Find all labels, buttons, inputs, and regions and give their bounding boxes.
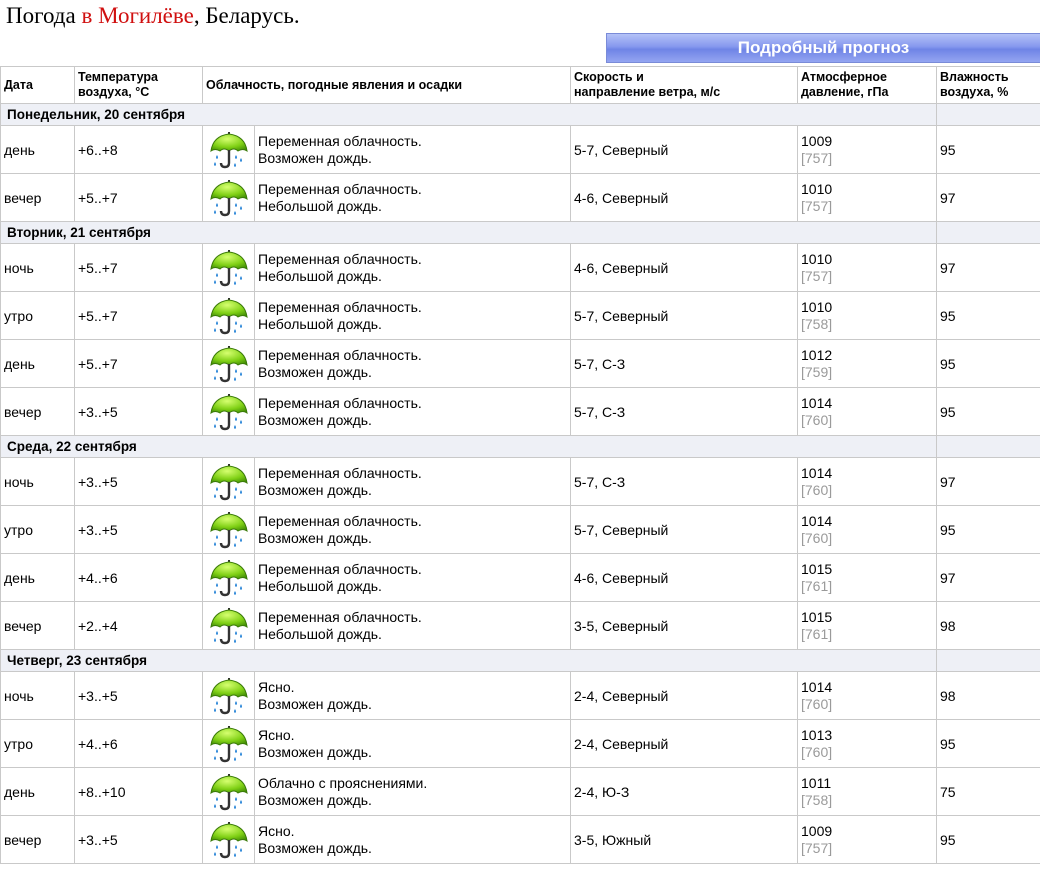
pressure-cell xyxy=(798,672,937,720)
precip-text: Возможен дождь. xyxy=(258,791,372,808)
weather-icon-cell xyxy=(203,506,255,554)
pressure-hpa: 1015 xyxy=(801,560,833,577)
cloud-text: Переменная облачность. xyxy=(258,132,422,149)
pressure-hpa: 1009 xyxy=(801,132,833,149)
umbrella-rain-icon xyxy=(206,606,251,646)
cloud-text: Переменная облачность. xyxy=(258,250,422,267)
precip-text: Возможен дождь. xyxy=(258,481,372,498)
pressure-hpa: 1014 xyxy=(801,464,833,481)
conditions-cell xyxy=(255,292,571,340)
humidity-cell: 95 xyxy=(937,388,1040,436)
weather-icon-cell xyxy=(203,816,255,864)
wind-cell: 4-6, Северный xyxy=(571,244,798,292)
period-cell: ночь xyxy=(1,458,75,506)
humidity-cell: 95 xyxy=(937,506,1040,554)
weather-icon-cell xyxy=(203,768,255,816)
period-cell: утро xyxy=(1,292,75,340)
weather-icon-cell xyxy=(203,388,255,436)
precip-text: Небольшой дождь. xyxy=(258,197,382,214)
period-cell: день xyxy=(1,554,75,602)
temperature-cell: +5..+7 xyxy=(75,340,203,388)
humidity-cell: 75 xyxy=(937,768,1040,816)
col-cloud-header: Облачность, погодные явления и осадки xyxy=(203,67,571,104)
page-title xyxy=(6,2,300,30)
pressure-cell xyxy=(798,126,937,174)
pressure-mmhg: [760] xyxy=(801,529,833,546)
pressure-mmhg: [760] xyxy=(801,743,833,760)
day-label: Среда, 22 сентября xyxy=(1,436,937,458)
pressure-mmhg: [760] xyxy=(801,695,833,712)
umbrella-rain-icon xyxy=(206,296,251,336)
day-row-filler xyxy=(937,104,1040,126)
weather-icon-cell xyxy=(203,292,255,340)
umbrella-rain-icon xyxy=(206,344,251,384)
temperature-cell: +4..+6 xyxy=(75,720,203,768)
humidity-cell: 98 xyxy=(937,672,1040,720)
pressure-mmhg: [757] xyxy=(801,197,833,214)
pressure-mmhg: [761] xyxy=(801,577,833,594)
pressure-hpa: 1014 xyxy=(801,512,833,529)
weather-icon-cell xyxy=(203,174,255,222)
humidity-cell: 97 xyxy=(937,244,1040,292)
temperature-cell: +2..+4 xyxy=(75,602,203,650)
pressure-cell xyxy=(798,602,937,650)
pressure-cell xyxy=(798,244,937,292)
day-row-filler xyxy=(937,222,1040,244)
conditions-cell xyxy=(255,768,571,816)
pressure-hpa: 1010 xyxy=(801,250,833,267)
wind-cell: 4-6, Северный xyxy=(571,554,798,602)
umbrella-rain-icon xyxy=(206,820,251,860)
table-row xyxy=(1,554,1040,602)
pressure-mmhg: [758] xyxy=(801,315,833,332)
period-cell: утро xyxy=(1,720,75,768)
temperature-cell: +3..+5 xyxy=(75,388,203,436)
table-row xyxy=(1,720,1040,768)
conditions-cell xyxy=(255,816,571,864)
table-row xyxy=(1,506,1040,554)
cloud-text: Переменная облачность. xyxy=(258,512,422,529)
temperature-cell: +6..+8 xyxy=(75,126,203,174)
period-cell: день xyxy=(1,340,75,388)
conditions-cell xyxy=(255,720,571,768)
pressure-cell xyxy=(798,720,937,768)
precip-text: Небольшой дождь. xyxy=(258,577,382,594)
humidity-cell: 95 xyxy=(937,292,1040,340)
pressure-hpa: 1015 xyxy=(801,608,833,625)
humidity-cell: 95 xyxy=(937,126,1040,174)
wind-cell: 2-4, Северный xyxy=(571,672,798,720)
cloud-text: Переменная облачность. xyxy=(258,298,422,315)
weather-icon-cell xyxy=(203,672,255,720)
umbrella-rain-icon xyxy=(206,510,251,550)
conditions-cell xyxy=(255,602,571,650)
cloud-text: Переменная облачность. xyxy=(258,346,422,363)
day-header-row xyxy=(1,436,1040,458)
pressure-cell xyxy=(798,340,937,388)
period-cell: ночь xyxy=(1,672,75,720)
col-humidity-header: Влажность воздуха, % xyxy=(937,67,1040,104)
pressure-hpa: 1011 xyxy=(801,774,832,791)
humidity-cell: 98 xyxy=(937,602,1040,650)
pressure-mmhg: [757] xyxy=(801,839,833,856)
pressure-mmhg: [757] xyxy=(801,149,833,166)
precip-text: Небольшой дождь. xyxy=(258,625,382,642)
pressure-cell xyxy=(798,292,937,340)
conditions-cell xyxy=(255,126,571,174)
day-row-filler xyxy=(937,650,1040,672)
period-cell: вечер xyxy=(1,388,75,436)
pressure-mmhg: [758] xyxy=(801,791,833,808)
table-row xyxy=(1,292,1040,340)
col-date-header: Дата xyxy=(1,67,75,104)
humidity-cell: 95 xyxy=(937,720,1040,768)
umbrella-rain-icon xyxy=(206,558,251,598)
conditions-cell xyxy=(255,340,571,388)
wind-cell: 2-4, Северный xyxy=(571,720,798,768)
table-row xyxy=(1,340,1040,388)
day-header-row xyxy=(1,650,1040,672)
conditions-cell xyxy=(255,388,571,436)
col-pressure-header: Атмосферное давление, гПа xyxy=(798,67,937,104)
pressure-cell xyxy=(798,458,937,506)
umbrella-rain-icon xyxy=(206,178,251,218)
detailed-forecast-button[interactable]: Подробный прогноз xyxy=(606,33,1040,63)
cloud-text: Переменная облачность. xyxy=(258,180,422,197)
conditions-cell xyxy=(255,244,571,292)
wind-cell: 5-7, Северный xyxy=(571,292,798,340)
cloud-text: Переменная облачность. xyxy=(258,608,422,625)
temperature-cell: +4..+6 xyxy=(75,554,203,602)
table-row xyxy=(1,602,1040,650)
wind-cell: 5-7, С-З xyxy=(571,388,798,436)
cloud-text: Переменная облачность. xyxy=(258,560,422,577)
temperature-cell: +3..+5 xyxy=(75,816,203,864)
wind-cell: 5-7, С-З xyxy=(571,458,798,506)
wind-cell: 3-5, Северный xyxy=(571,602,798,650)
day-label: Четверг, 23 сентября xyxy=(1,650,937,672)
cloud-text: Облачно с прояснениями. xyxy=(258,774,428,791)
day-label: Понедельник, 20 сентября xyxy=(1,104,937,126)
day-header-row xyxy=(1,222,1040,244)
weather-icon-cell xyxy=(203,602,255,650)
humidity-cell: 97 xyxy=(937,554,1040,602)
pressure-cell xyxy=(798,506,937,554)
table-row xyxy=(1,126,1040,174)
title-city: в Могилёве xyxy=(81,3,194,28)
col-wind-header: Скорость и направление ветра, м/с xyxy=(571,67,798,104)
umbrella-rain-icon xyxy=(206,248,251,288)
table-row xyxy=(1,244,1040,292)
weather-icon-cell xyxy=(203,554,255,602)
period-cell: ночь xyxy=(1,244,75,292)
precip-text: Небольшой дождь. xyxy=(258,315,382,332)
period-cell: день xyxy=(1,126,75,174)
conditions-cell xyxy=(255,458,571,506)
pressure-hpa: 1013 xyxy=(801,726,833,743)
period-cell: утро xyxy=(1,506,75,554)
temperature-cell: +5..+7 xyxy=(75,174,203,222)
umbrella-rain-icon xyxy=(206,724,251,764)
cloud-text: Переменная облачность. xyxy=(258,464,422,481)
conditions-cell xyxy=(255,174,571,222)
table-row xyxy=(1,816,1040,864)
conditions-cell xyxy=(255,506,571,554)
pressure-cell xyxy=(798,768,937,816)
period-cell: вечер xyxy=(1,174,75,222)
precip-text: Возможен дождь. xyxy=(258,839,372,856)
pressure-hpa: 1010 xyxy=(801,298,833,315)
pressure-mmhg: [760] xyxy=(801,481,833,498)
precip-text: Возможен дождь. xyxy=(258,149,372,166)
period-cell: день xyxy=(1,768,75,816)
pressure-hpa: 1012 xyxy=(801,346,833,363)
table-row xyxy=(1,458,1040,506)
forecast-body xyxy=(1,104,1040,864)
umbrella-rain-icon xyxy=(206,676,251,716)
weather-table xyxy=(0,66,1040,864)
table-row xyxy=(1,672,1040,720)
humidity-cell: 95 xyxy=(937,816,1040,864)
umbrella-rain-icon xyxy=(206,392,251,432)
conditions-cell xyxy=(255,672,571,720)
table-row xyxy=(1,388,1040,436)
pressure-cell xyxy=(798,816,937,864)
temperature-cell: +3..+5 xyxy=(75,458,203,506)
col-temp-header: Температура воздуха, °C xyxy=(75,67,203,104)
weather-icon-cell xyxy=(203,340,255,388)
precip-text: Возможен дождь. xyxy=(258,743,372,760)
precip-text: Возможен дождь. xyxy=(258,411,372,428)
temperature-cell: +3..+5 xyxy=(75,672,203,720)
precip-text: Возможен дождь. xyxy=(258,529,372,546)
wind-cell: 2-4, Ю-З xyxy=(571,768,798,816)
wind-cell: 3-5, Южный xyxy=(571,816,798,864)
wind-cell: 5-7, Северный xyxy=(571,126,798,174)
wind-cell: 5-7, Северный xyxy=(571,506,798,554)
pressure-mmhg: [757] xyxy=(801,267,833,284)
umbrella-rain-icon xyxy=(206,462,251,502)
humidity-cell: 95 xyxy=(937,340,1040,388)
umbrella-rain-icon xyxy=(206,772,251,812)
wind-cell: 4-6, Северный xyxy=(571,174,798,222)
temperature-cell: +3..+5 xyxy=(75,506,203,554)
cloud-text: Ясно. xyxy=(258,678,295,695)
table-row xyxy=(1,174,1040,222)
pressure-mmhg: [761] xyxy=(801,625,833,642)
cloud-text: Ясно. xyxy=(258,726,295,743)
umbrella-rain-icon xyxy=(206,130,251,170)
humidity-cell: 97 xyxy=(937,458,1040,506)
table-row xyxy=(1,768,1040,816)
pressure-hpa: 1009 xyxy=(801,822,833,839)
precip-text: Возможен дождь. xyxy=(258,363,372,380)
pressure-hpa: 1014 xyxy=(801,678,833,695)
temperature-cell: +8..+10 xyxy=(75,768,203,816)
humidity-cell: 97 xyxy=(937,174,1040,222)
pressure-mmhg: [760] xyxy=(801,411,833,428)
period-cell: вечер xyxy=(1,816,75,864)
weather-icon-cell xyxy=(203,720,255,768)
pressure-cell xyxy=(798,554,937,602)
wind-cell: 5-7, С-З xyxy=(571,340,798,388)
conditions-cell xyxy=(255,554,571,602)
pressure-cell xyxy=(798,388,937,436)
title-suffix: , Беларусь. xyxy=(193,3,300,28)
day-label: Вторник, 21 сентября xyxy=(1,222,937,244)
pressure-mmhg: [759] xyxy=(801,363,833,380)
table-header-row xyxy=(1,67,1040,104)
temperature-cell: +5..+7 xyxy=(75,292,203,340)
precip-text: Небольшой дождь. xyxy=(258,267,382,284)
precip-text: Возможен дождь. xyxy=(258,695,372,712)
day-row-filler xyxy=(937,436,1040,458)
temperature-cell: +5..+7 xyxy=(75,244,203,292)
period-cell: вечер xyxy=(1,602,75,650)
weather-icon-cell xyxy=(203,458,255,506)
day-header-row xyxy=(1,104,1040,126)
cloud-text: Переменная облачность. xyxy=(258,394,422,411)
pressure-hpa: 1014 xyxy=(801,394,833,411)
weather-icon-cell xyxy=(203,244,255,292)
pressure-hpa: 1010 xyxy=(801,180,833,197)
pressure-cell xyxy=(798,174,937,222)
cloud-text: Ясно. xyxy=(258,822,295,839)
weather-icon-cell xyxy=(203,126,255,174)
title-prefix: Погода xyxy=(6,3,82,28)
